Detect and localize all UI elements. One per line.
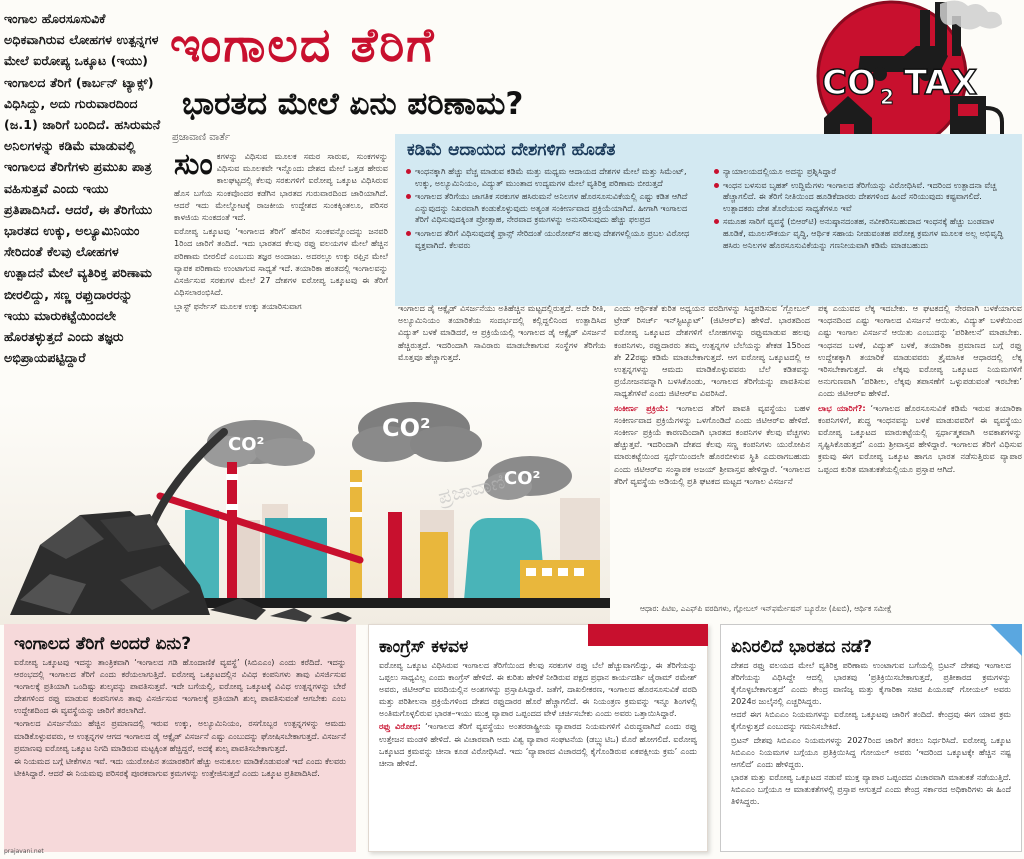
article-c3b: ಇಂಗಾಲದ ತೆರಿಗೆ ಪಾವತಿ ವ್ಯವಸ್ಥೆಯು ಬಹಳ ಸಂಕೀರ್ಣವಾದ ಪ್ರಕ್ರಿಯೆಗಳನ್ನು ಒಳಗೊಂಡಿದೆ ಎಂದು ಜಿಟಿಆರ್‌ಐ ಹೇಳಿದೆ. ಸಂಕೀರ್ಣ ಪ್ರಕ್ರಿಯೆ ಕಾರಣದಿಂದಾಗಿ ಭಾರತದ ಕಂಪನಿಗಳ ಕೆಲವು ವೆಚ್ಚಗಳು ಹೆಚ್ಚುತ್ತವೆ. ಇದರಿಂದಾಗಿ ದೇಶದ ಕೆಲವು ಸಣ್ಣ ಕಂಪನಿಗಳು ಯುರೋಪಿನ ಮಾರುಕಟ್ಟೆಯಿಂದ ಸ್ಪರ್ಧೆಯಿಂದಲೇ ಹೊರಬೀಳುವ ಸ್ಥಿತಿ ಎದುರಾಗಬಹುದು ಎಂದು ಜಿಟಿಆರ್‌ಐ ಸಂಸ್ಥಾಪಕ ಅಜಯ್ ಶ್ರೀವಾಸ್ತವ ಹೇಳಿದ್ದಾರೆ. ‘ಇಂಗಾಲದ ತೆರಿಗೆ ವ್ಯವಸ್ಥೆಯ ಅಡಿಯಲ್ಲಿ ಪ್ರತಿ ಘಟಕದ ಮಟ್ಟದ ಇಂಗಾಲ ವಿಸರ್ಜನೆ (614, 402, 810, 486)
article-p1: ಕಗಳನ್ನು ವಿಧಿಸುವ ಮೂಲಕ ಸಮರ ಸಾರುವ, ಸುಂಕಗಳನ್ನು ವಿಧಿಸುವ ಮೂಲಕವೇ ಇನ್ನೊಂದು ದೇಶದ ಮೇಲೆ ಒತ್ತಡ ಹೇರುವ ಕಾಲಘಟ್ಟದಲ್ಲಿ ಕೆಲವು ಸರಕುಗಳಿಗೆ ಐರೋಪ್ಯ ಒಕ್ಕೂಟ ವಿಧಿಸಿರುವ ಹೊಸ ಬಗೆಯ ಸುಂಕವೊಂದರ ಕಡೆಗಿನ ಭಾರತದ ಗುರುವಾರದಿಂದ ಜಾರಿಯಾಗಿದೆ. ಆದರೆ ಇದು ಮೇಲ್ನೋಟಕ್ಕೆ ರಾಜಕೀಯ ಉದ್ದೇಶದ ಸುಂಕಕ್ಕಿಂತಲೂ, ಪರಿಸರ ಕಾಳಜಿಯ ಸುಂಕದಂತೆ ಇದೆ. (174, 151, 388, 223)
low-income-box-title: ಕಡಿಮೆ ಆದಾಯದ ದೇಶಗಳಿಗೆ ಹೊಡೆತ (407, 140, 616, 160)
subheadline: ಭಾರತದ ಮೇಲೆ ಏನು ಪರಿಣಾಮ? (182, 86, 524, 122)
smokestack-yellow (350, 470, 362, 600)
article-c3: ಎಂದು ಆರ್ಥಿಕತೆ ಕುರಿತ ಅಧ್ಯಯನ ವರದಿಗಳನ್ನು ಸಿದ್ಧಪಡಿಸುವ ‘ಗ್ಲೋಬಲ್ ಟ್ರೇಡ್ ರಿಸರ್ಚ್ ಇನ್‌ಸ್ಟಿಟ್ಯೂಟ್’ (ಜಿಟಿಆರ್‌ಐ) ಹೇಳಿದೆ. ಭಾರತದಿಂದ ಐರೋಪ್ಯ ಒಕ್ಕೂಟದ ದೇಶಗಳಿಗೆ ಲೋಹಗಳನ್ನು ರಫ್ತುಮಾಡುವ ಹಲವು ಕಂಪನಿಗಳು, ರಫ್ತುದಾರರು ತಮ್ಮ ಉತ್ಪನ್ನಗಳ ಬೆಲೆಯನ್ನು ಶೇಕಡ 15ರಿಂದ ಶೇ 22ರಷ್ಟು ಕಡಿಮೆ ಮಾಡಬೇಕಾಗುತ್ತದೆ. ಆಗ ಐರೋಪ್ಯ ಒಕ್ಕೂಟದಲ್ಲಿ ಆ ಉತ್ಪನ್ನಗಳನ್ನು ಆಮದು ಮಾಡಿಕೊಳ್ಳುವವರು ಬೆಲೆ ಕಡಿತವನ್ನು ಪ್ರಯೋಜನವನ್ನಾಗಿ ಬಳಸಿಕೊಂಡು, ಇಂಗಾಲದ ತೆರಿಗೆಯನ್ನು ಪಾವತಿಸುವ ಸಾಧ್ಯತೆಗಳಿವೆ ಎಂದು ಜಿಟಿಆರ್‌ಐ ವಿವರಿಸಿದೆ. (614, 303, 810, 399)
india-move-panel (720, 624, 1022, 852)
list-item: ಸಮೂಹ ಸಾರಿಗೆ ವ್ಯವಸ್ಥೆ (ಬಿಆರ್‌ಟಿ) ಅನುಷ್ಠಾನದಂತಹ, ನವೀಕರಿಸಬಹುದಾದ ಇಂಧನಕ್ಕೆ ಹೆಚ್ಚು ಬಂಡವಾಳ ಹೂಡಿಕೆ, ಮೂಲಸೌಕರ್ಯ ವೃದ್ಧಿ, ಆರ್ಥಿಕ ಸಹಾಯ ನೀಡುವಂತಹ ಪರೋಕ್ಷ ಕ್ರಮಗಳ ಮೂಲಕ ಅಲ್ಲ ಅಭಿವೃದ್ಧಿ ಹಸಿರು ಅನಿಲಗಳ ಹೊರಸೂಸುವಿಕೆಯನ್ನು ಗಣನೀಯವಾಗಿ ಕಡಿಮೆ ಮಾಡಬಹುದು (713, 216, 1013, 251)
smokestack-red-2 (388, 512, 402, 600)
panel-paragraph: ಈ ನಿಯಮದ ಬಗ್ಗೆ ಟೀಕೆಗಳೂ ಇವೆ. ಇದು ಯುರೋಪಿನ ತಯಾರಕರಿಗೆ ಹೆಚ್ಚು ಅನುಕೂಲ ಮಾಡಿಕೊಡುವಂತೆ ಇದೆ ಎಂದು ಕೆಲವರು ಟೀಕಿಸಿದ್ದಾರೆ. ಆದರೆ ಈ ನಿಯಮವು ಪರಿಸರಕ್ಕೆ ಪೂರಕವಾಗುವ ಕ್ರಮಗಳನ್ನು ಉತ್ತೇಜಿಸುತ್ತದೆ ಎಂದು ಒಕ್ಕೂಟ ಪ್ರತಿಪಾದಿಸಿದೆ. (14, 755, 346, 778)
panel-paragraph: ‘ಇಂಗಾಲದ ತೆರಿಗೆ ವ್ಯವಸ್ಥೆಯು ಅಂತರರಾಷ್ಟ್ರೀಯ ವ್ಯಾಪಾರದ ನಿಯಮಗಳಿಗೆ ವಿರುದ್ಧವಾಗಿದೆ ಎಂದು ರಫ್ತು ಉತ್ತೇಜನ ಮಂಡಳಿ ಹೇಳಿದೆ. ಈ ವಿಚಾರವಾಗಿ ಅದು ವಿಶ್ವ ವ್ಯಾಪಾರ ಸಂಘಟನೆಯ (ಡಬ್ಲ್ಯುಟಿಒ) ಮೊರೆ ಹೋಗಲಿದೆ. ಐರೋಪ್ಯ ಒಕ್ಕೂಟದ ಕ್ರಮವನ್ನು ಚೀನಾ ಕೂಡ ವಿರೋಧಿಸಿದೆ. ಇದು ‘ವ್ಯಾಪಾರದ ವಿಚಾರದಲ್ಲಿ ಕೈಗೊಂಡಿರುವ ಏಕಪಕ್ಷೀಯ ಕ್ರಮ’ ಎಂದು ಚೀನಾ ಹೇಳಿದೆ. (379, 721, 697, 768)
article-column-4 (818, 302, 1022, 598)
panel-paragraph: ಐರೋಪ್ಯ ಒಕ್ಕೂಟ ವಿಧಿಸಿರುವ ಇಂಗಾಲದ ತೆರಿಗೆಯಿಂದ ಕೆಲವು ಸರಕುಗಳ ರಫ್ತು ಬೆಲೆ ಹೆಚ್ಚುವಾಗಲಿದ್ದು, ಈ ತೆರಿಗೆಯನ್ನು ಒಪ್ಪಲು ಸಾಧ್ಯವಿಲ್ಲ ಎಂದು ಕಾಂಗ್ರೆಸ್ ಹೇಳಿದೆ. ಈ ಕುರಿತು ಹೇಳಿಕೆ ನೀಡಿರುವ ಪಕ್ಷದ ಪ್ರಧಾನ ಕಾರ್ಯದರ್ಶಿ ಜೈರಾಮ್ ರಮೇಶ್ ಅವರು, ಜಿಟಿಆರ್‌ಐ ವರದಿಯಲ್ಲಿನ ಅಂಶಗಳನ್ನು ಪ್ರಸ್ತಾಪಿಸಿದ್ದಾರೆ. ಜತೆಗೆ, ದಾಖಲೀಕರಣ, ಇಂಗಾಲದ ಹೊರಸೂಸುವಿಕೆ ವರದಿ ಮತ್ತು ಪರಿಶೀಲನಾ ಪ್ರಕ್ರಿಯೆಗಳಿಂದ ದೇಶದ ರಫ್ತುದಾರರ ಹೊರೆ ಹೆಚ್ಚಾಗಲಿದೆ. ಈ ನಿಯಂತ್ರಣ ಕ್ರಮವನ್ನು ಇನ್ನೂ ಶಿಂಗಳಲ್ಲಿ ಅಂತಿಮಗೊಳ್ಳಲಿರುವ ಭಾರತ–ಇಯು ಮುಕ್ತ ವ್ಯಾಪಾರ ಒಪ್ಪಂದದ ವೇಳೆ ಚರ್ಚಿಸಬೇಕು ಎಂದು ಅವರು ಒತ್ತಾಯಿಸಿದ್ದಾರೆ. (379, 660, 697, 719)
panel-text (731, 659, 1011, 807)
complex-process-label: ಸಂಕೀರ್ಣ ಪ್ರಕ್ರಿಯೆ: (614, 402, 669, 413)
headline: ಇಂಗಾಲದ ತೆರಿಗೆ (170, 18, 436, 73)
source-credit: ಆಧಾರ: ಪಿಟಿಐ, ಎಎಫ್‌ಪಿ ವರದಿಗಳು, ಗ್ಲೋಬಲ್ ಇನ್‌ಫರ್ಮೇಷನ್ ಬ್ಯೂರೋ (ಪಿಐಬಿ), ಆರ್ಥಿಕ ಸಮೀಕ್ಷೆ (640, 604, 892, 613)
badge-sub-text: 2 (880, 85, 894, 109)
panel-title: ಇಂಗಾಲದ ತೆರಿಗೆ ಅಂದರೆ ಏನು? (14, 634, 192, 654)
article-column-2 (398, 302, 606, 398)
congress-concern-panel (368, 624, 708, 852)
watermark: ಪ್ರಜಾವಾಣಿ (435, 469, 508, 509)
article-p2: ಐರೋಪ್ಯ ಒಕ್ಕೂಟವು ‘ಇಂಗಾಲದ ತೆರಿಗೆ’ ಹೆಸರಿನ ಸುಂಕವನ್ನೊಂದನ್ನು ಜನವರಿ 1ರಿಂದ ಜಾರಿಗೆ ತಂದಿದೆ. ಇದು ಭಾರತದ ಕೆಲವು ರಫ್ತು ವಲಯಗಳ ಮೇಲೆ ಹೆಚ್ಚಿನ ಪರಿಣಾಮ ಬೀರಲಿದೆ ಎಂಬುದು ತಜ್ಞರ ಅಂದಾಜು. ಅದರಲ್ಲೂ ಉಕ್ಕು ರಫ್ತಿನ ಮೇಲೆ ವ್ಯಾಪಕ ಪರಿಣಾಮ ಉಂಟಾಗುವ ಸಾಧ್ಯತೆ ಇದೆ. ತಯಾರಿಕಾ ಹಂತದಲ್ಲಿ ಇಂಗಾಲವನ್ನು ವಿಸರ್ಜಿಸುವ ಸರಕುಗಳ ಮೇಲೆ 27 ದೇಶಗಳ ಐರೋಪ್ಯ ಒಕ್ಕೂಟವು ಈ ತೆರಿಗೆ ವಿಧಿಸಲಾರಂಭಿಸಿದೆ. (174, 226, 388, 298)
co2-cloud-label-3: CO² (504, 468, 541, 489)
panel-paragraph: ಇಂಗಾಲದ ವಿಸರ್ಜನೆಯು ಹೆಚ್ಚಿನ ಪ್ರಮಾಣದಲ್ಲಿ ಇರುವ ಉಕ್ಕು, ಅಲ್ಯೂಮಿನಿಯಂ, ರಸಗೊಬ್ಬರ ಉತ್ಪನ್ನಗಳನ್ನು ಆಮದು ಮಾಡಿಕೊಳ್ಳುವವರು, ಆ ಉತ್ಪನ್ನಗಳ ಆಗದ ಇಂಗಾಲದ ಡೈ ಆಕ್ಸೈಡ್ ವಿಸರ್ಜನೆ ಎಷ್ಟು ಎಂಬುದನ್ನು ಘೋಷಿಸಬೇಕಾಗುತ್ತದೆ. ವಿಸರ್ಜನೆ ಪ್ರಮಾಣವು ಐರೋಪ್ಯ ಒಕ್ಕೂಟ ನಿಗದಿ ಮಾಡಿರುವ ಮಟ್ಟಕ್ಕಿಂತ ಹೆಚ್ಚಿದ್ದರೆ, ಅದಕ್ಕೆ ಶುಲ್ಕ ಪಾವತಿಸಬೇಕಾಗುತ್ತದೆ. (14, 718, 346, 753)
co2-cloud-label-1: CO² (228, 434, 265, 455)
intro-text: ಇಂಗಾಲ ಹೊರಸೂಸುವಿಕೆ ಅಧಿಕವಾಗಿರುವ ಲೋಹಗಳ ಉತ್ಪನ್ನಗಳ ಮೇಲೆ ಐರೋಪ್ಯ ಒಕ್ಕೂಟ (ಇಯು) ಇಂಗಾಲದ ತೆರಿಗೆ (ಕಾರ್ಬನ್ ಟ್ಯಾಕ್ಸ್) ವಿಧಿಸಿದ್ದು, ಅದು ಗುರುವಾರದಿಂದ (ಜ.1) ಜಾರಿಗೆ ಬಂದಿದೆ. ಹಸಿರುಮನೆ ಅನಿಲಗಳನ್ನು ಕಡಿಮೆ ಮಾಡುವಲ್ಲಿ ಇಂಗಾಲದ ತೆರಿಗೆಗಳು ಪ್ರಮುಖ ಪಾತ್ರ ವಹಿಸುತ್ತವೆ ಎಂದು ಇಯು ಪ್ರತಿಪಾದಿಸಿದೆ. ಆದರೆ, ಈ ತೆರಿಗೆಯು ಭಾರತದ ಉಕ್ಕು, ಅಲ್ಯೂಮಿನಿಯಂ ಸೇರಿದಂತೆ ಕೆಲವು ಲೋಹಗಳ ಉತ್ಪಾದನೆ ಮೇಲೆ ವ್ಯತಿರಿಕ್ತ ಪರಿಣಾಮ ಬೀರಲಿದ್ದು, ಸಣ್ಣ ರಫ್ತುದಾರರನ್ನು ಇಯು ಮಾರುಕಟ್ಟೆಯಿಂದಲೇ ಹೊರತಳ್ಳುತ್ತದೆ ಎಂದು ತಜ್ಞರು ಅಭಿಪ್ರಾಯಪಟ್ಟಿದ್ದಾರೆ (4, 11, 161, 366)
panel-text (14, 656, 346, 779)
dropcap: ಸುಂ (174, 150, 213, 182)
factory-illustration (0, 400, 610, 625)
list-item: ನ್ಯಾಯಾಲಯದಲ್ಲಿಯೂ ಅದನ್ನು ಪ್ರಶ್ನಿಸಿದ್ದಾರೆ (713, 166, 1013, 178)
list-item: ಇಂಧನಕ್ಕಾಗಿ ಹೆಚ್ಚು ವೆಚ್ಚ ಮಾಡುವ ಕಡಿಮೆ ಮತ್ತು ಮಧ್ಯಮ ಆದಾಯದ ದೇಶಗಳ ಮೇಲೆ ಮತ್ತು ಸಿಮೆಂಟ್, ಉಕ್ಕು, ಅಲ್ಯೂಮಿನಿಯಂ, ವಿದ್ಯುತ್ ಮುಂತಾದ ಉದ್ಯಮಗಳ ಮೇಲೆ ವ್ಯತಿರಿಕ್ತ ಪರಿಣಾಮ ಬೀರುತ್ತದೆ (405, 166, 703, 189)
article-c4b: ‘ಇಂಗಾಲದ ಹೊರಸೂಸುವಿಕೆ ಕಡಿಮೆ ಇರುವ ತಯಾರಿಕಾ ಕಂಪನಿಗಳಿಗೆ, ಶುದ್ಧ ಇಂಧನವನ್ನು ಬಳಕೆ ಮಾಡುವವರಿಗೆ ಈ ವ್ಯವಸ್ಥೆಯು ಐರೋಪ್ಯ ಒಕ್ಕೂಟದ ಮಾರುಕಟ್ಟೆಯಲ್ಲಿ ಸ್ಪರ್ಧಾತ್ಮಕವಾಗಿ ಅವಕಾಶಗಳನ್ನು ಸೃಷ್ಟಿಸಿಕೊಡುತ್ತದೆ’ ಎಂದು ಶ್ರೀವಾಸ್ತವ ಹೇಳಿದ್ದಾರೆ. ಇಂಗಾಲದ ತೆರಿಗೆ ವಿಧಿಸುವ ಕ್ರಮವು ಈಗ ಐರೋಪ್ಯ ಒಕ್ಕೂಟ ಹಾಗೂ ಭಾರತ ನಡೆಸುತ್ತಿರುವ ವ್ಯಾಪಾರ ಒಪ್ಪಂದ ಕುರಿತ ಮಾತುಕತೆಯಲ್ಲಿಯೂ ಪ್ರಸ್ತಾಪ ಆಗಿದೆ. (818, 402, 1022, 474)
export-opposition-label: ರಫ್ತು ವಿರೋಧ: (379, 721, 421, 732)
low-income-list-right (713, 166, 1013, 253)
byline: ಪ್ರಜಾವಾಣಿ ವಾರ್ತೆ (172, 132, 231, 143)
panel-text (379, 659, 697, 769)
article-column-1 (174, 150, 388, 390)
accent-bar (588, 624, 708, 646)
panel-paragraph: ಐರೋಪ್ಯ ಒಕ್ಕೂಟವು ಇದನ್ನು ತಾಂತ್ರಿಕವಾಗಿ ‘ಇಂಗಾಲದ ಗಡಿ ಹೊಂದಾಣಿಕೆ ವ್ಯವಸ್ಥೆ’ (ಸಿಬಿಎಎಂ) ಎಂದು ಕರೆದಿದೆ. ಇದನ್ನು ಆರಂಭದಲ್ಲಿ ಇಂಗಾಲದ ತೆರಿಗೆ ಎಂದು ಕರೆಯಲಾಗುತ್ತಿದೆ. ಐರೋಪ್ಯ ಒಕ್ಕೂಟದಲ್ಲಿನ ವಿವಿಧ ಕಂಪನಿಗಳು ತಾವು ವಿಸರ್ಜಿಸುವ ಇಂಗಾಲಕ್ಕೆ ಪ್ರತಿಯಾಗಿ ಒಂದಿಷ್ಟು ಶುಲ್ಕವನ್ನು ಪಾವತಿಸುತ್ತವೆ. ಇದೇ ಬಗೆಯಲ್ಲಿ, ಐರೋಪ್ಯ ಒಕ್ಕೂಟಕ್ಕೆ ವಿವಿಧ ಉತ್ಪನ್ನಗಳನ್ನು ಬೇರೆ ದೇಶಗಳಿಂದ ರಫ್ತು ಮಾಡುವ ಕಂಪನಿಗಳೂ ತಾವು ವಿಸರ್ಜಿಸುವ ಇಂಗಾಲಕ್ಕೆ ಪ್ರತಿಯಾಗಿ ಶುಲ್ಕ ಪಾವತಿಸುವಂತೆ ಆಗಬೇಕು ಎಂಬ ಉದ್ದೇಶದಿಂದ ಈ ವ್ಯವಸ್ಥೆಯನ್ನು ಜಾರಿಗೆ ತರಲಾಗಿದೆ. (14, 657, 346, 716)
panel-title: ಏನಿರಲಿದೆ ಭಾರತದ ನಡೆ? (731, 637, 873, 657)
corner-accent (990, 624, 1022, 656)
low-income-list-left (405, 166, 703, 253)
article-column-3 (614, 302, 810, 598)
industry-illustration (0, 400, 610, 625)
article-c2: ಇಂಗಾಲದ ಡೈ ಆಕ್ಸೈಡ್ ವಿಸರ್ಜನೆಯು ಅತಿಹೆಚ್ಚಿನ ಮಟ್ಟದಲ್ಲಿರುತ್ತದೆ. ಅದೇ ರೀತಿ, ಅಲ್ಯೂಮಿನಿಯಂ ತಯಾರಿಕೆಯ ಸಂದರ್ಭದಲ್ಲಿ ಕಲ್ಲಿದ್ದಲಿನಿಂದ ಉತ್ಪಾದಿಸಿದ ವಿದ್ಯುತ್ ಬಳಕೆ ಮಾಡಿದರೆ, ಆ ಪ್ರಕ್ರಿಯೆಯಲ್ಲಿ ಇಂಗಾಲದ ಡೈ ಆಕ್ಸೈಡ್ ವಿಸರ್ಜನೆ ಹೆಚ್ಚಿರುತ್ತದೆ. ಇದರಿಂದಾಗಿ ಸಾವಿರಾರು ಮಾಡಬೇಕಾಗುವ ಸಂಸ್ಥೆಗಳ ತೆರಿಗೆಯ ಮೊತ್ತವೂ ಹೆಚ್ಚಾಗುತ್ತದೆ. (398, 303, 606, 362)
list-item: ಇಂಗಾಲದ ತೆರಿಗೆ ವಿಧಿಸುವುದಕ್ಕೆ ಫ್ರಾನ್ಸ್ ಸೇರಿದಂತೆ ಯುರೋಪ್‌ನ ಹಲವು ದೇಶಗಳಲ್ಲಿಯೂ ಪ್ರಬಲ ವಿರೋಧ ವ್ಯಕ್ತವಾಗಿದೆ. ಕೆಲವರು (405, 228, 703, 251)
badge-co-text: CO (822, 63, 876, 103)
what-is-carbon-tax-panel (4, 624, 356, 852)
panel-paragraph: ದೇಶದ ರಫ್ತು ವಲಯದ ಮೇಲೆ ವ್ಯತಿರಿಕ್ತ ಪರಿಣಾಮ ಉಂಟಾಗುವ ಬಗೆಯಲ್ಲಿ ಬ್ರಿಟನ್ ದೇಶವು ಇಂಗಾಲದ ತೆರಿಗೆಯನ್ನು ವಿಧಿಸಿದ್ದೇ ಆದಲ್ಲಿ ಭಾರತವು ‘ಪ್ರತಿಕ್ರಿಯಿಸಬೇಕಾಗುತ್ತದೆ, ಪ್ರತೀಕಾರದ ಕ್ರಮಗಳನ್ನು ಕೈಗೊಳ್ಳಬೇಕಾಗುತ್ತದೆ’ ಎಂದು ಕೇಂದ್ರ ವಾಣಿಜ್ಯ ಮತ್ತು ಕೈಗಾರಿಕಾ ಸಚಿವ ಪಿಯೂಷ್ ಗೋಯಲ್ ಅವರು 2024ರ ಜುಲೈನಲ್ಲಿ ಎಚ್ಚರಿಸಿದ್ದರು. (731, 660, 1011, 707)
who-benefits-label: ಲಾಭ ಯಾರಿಗೆ?: (818, 402, 866, 413)
list-item: ಇಂಗಾಲದ ತೆರಿಗೆಯು ಜಾಗತಿಕ ಸರಕುಗಳ ಹಸಿರುಮನೆ ಅನಿಲಗಳ ಹೊರಸೂಸುವಿಕೆಯಲ್ಲಿ ಎಷ್ಟು ಕಡಿತ ಆಗಿದೆ ಎನ್ನುವುದನ್ನು ನಿಖರವಾಗಿ ಕಂಡುಕೊಳ್ಳುವುದು ಅತ್ಯಂತ ಸಂಕೀರ್ಣವಾದ ಪ್ರಕ್ರಿಯೆಯಾಗಿದೆ. ಹೀಗಾಗಿ ಇಂಗಾಲದ ತೆರಿಗೆ ವಿಧಿಸುವುದಕ್ಕಿಂತ ಪ್ರೋತ್ಸಾಹ, ನೇರವಾದ ಕ್ರಮಗಳನ್ನು ಅನುಸರಿಸುವುದು ಹೆಚ್ಚು ಫಲಪ್ರದ (405, 191, 703, 226)
panel-paragraph: ಭಾರತ ಮತ್ತು ಐರೋಪ್ಯ ಒಕ್ಕೂಟದ ನಡುವೆ ಮುಕ್ತ ವ್ಯಾಪಾರ ಒಪ್ಪಂದದ ವಿಚಾರವಾಗಿ ಮಾತುಕತೆ ನಡೆಯುತ್ತಿದೆ. ಸಿಬಿಎಎಂ ಬಗ್ಗೆಯೂ ಆ ಮಾತುಕತೆಗಳಲ್ಲಿ ಪ್ರಸ್ತಾಪ ಆಗುತ್ತದೆ ಎಂದು ಕೇಂದ್ರ ಸರ್ಕಾರದ ಅಧಿಕಾರಿಗಳು ಈ ಹಿಂದೆ ತಿಳಿಸಿದ್ದರು. (731, 771, 1011, 807)
co2-cloud-label-2: CO² (382, 414, 431, 442)
panel-paragraph: ಬ್ರಿಟನ್ ದೇಶವು ಸಿಬಿಎಎಂ ನಿಯಮಗಳನ್ನು 2027ರಿಂದ ಜಾರಿಗೆ ತರಲು ನಿರ್ಧರಿಸಿದೆ. ಐರೋಪ್ಯ ಒಕ್ಕೂಟ ಸಿಬಿಎಎಂ ನಿಯಮಗಳ ಬಗ್ಗೆಯೂ ಪ್ರತಿಕ್ರಿಯಿಸಿದ್ದ ಗೋಯಲ್ ಅವರು ‘ಇದರಿಂದ ಒಕ್ಕೂಟಕ್ಕೇ ಹೆಚ್ಚಿನ ನಷ್ಟ ಆಗಲಿದೆ’ ಎಂದು ಹೇಳಿದ್ದರು. (731, 734, 1011, 769)
footer-tag: prajavani.net (4, 848, 44, 855)
low-income-box (395, 134, 1022, 306)
panel-title: ಕಾಂಗ್ರೆಸ್ ಕಳವಳ (379, 637, 469, 657)
smokestack-red (227, 462, 237, 600)
list-item: ಇಂಧನ ಬಳಸುವ ಬೃಹತ್ ಉದ್ದಿಮೆಗಳು ಇಂಗಾಲದ ತೆರಿಗೆಯನ್ನು ವಿರೋಧಿಸಿವೆ. ಇದರಿಂದ ಉತ್ಪಾದನಾ ವೆಚ್ಚ ಹೆಚ್ಚಾಗಲಿದೆ. ಈ ತೆರಿಗೆ ನೀತಿಯಿಂದ ಹೂಡಿಕೆದಾರರು ದೇಶಗಳಿಂದ ಹಿಂದೆ ಸರಿಯುವುದು ಕಷ್ಟವಾಗಲಿದೆ. ಉತ್ಪಾದಕರು ದೇಶ ತೊರೆಯುವ ಸಾಧ್ಯತೆಗಳೂ ಇವೆ (713, 180, 1013, 215)
article-c4: ಪಕ್ಕ ಎಯುವದ ಲೆಕ್ಕ ಇದಬೇಕು. ಆ ಘಟಕದಲ್ಲಿ ನೇರವಾಗಿ ಬಳಕೆಯಾಗುವ ಇಂಧನದಿಂದ ಎಷ್ಟು ಇಂಗಾಲದ ವಿಸರ್ಜನೆ ಆಯಿತು, ವಿದ್ಯುತ್ ಬಳಕೆಯಿಂದ ಎಷ್ಟು ಇಂಗಾಲ ವಿಸರ್ಜನೆ ಆಯಿತು ಎಂಬುದನ್ನು ‘ಪರಿಶೀಲನೆ’ ಮಾಡಬೇಕು. ಇಂಧನದ ಬಳಕೆ, ವಿದ್ಯುತ್ ಬಳಕೆ, ತಯಾರಿಕಾ ಪ್ರಮಾಣದ ಬಗ್ಗೆ ರಫ್ತು ಉದ್ದೇಶಕ್ಕಾಗಿ ತಯಾರಿಕೆ ಮಾಡುವವರು ತ್ರೈಮಾಸಿಕ ಆಧಾರದಲ್ಲಿ ಲೆಕ್ಕ ಇರಿಸಬೇಕಾಗುತ್ತದೆ. ಈ ಲೆಕ್ಕವು ಐರೋಪ್ಯ ಒಕ್ಕೂಟದ ನಿಯಮಗಳಿಗೆ ಅನುಗುಣವಾಗಿ ‘ಪರಿಶೀಲ, ಲೆಕ್ಕವು ತಪಾಸಣೆಗೆ ಒಳ್ಳುಪಡುವಂತೆ ಇರಬೇಕು’ ಎಂದು ಜಿಟಿಆರ್‌ಐ ಹೇಳಿದೆ. (818, 303, 1022, 399)
panel-paragraph: ಆದರೆ ಈಗ ಸಿಬಿಎಎಂ ನಿಯಮಗಳನ್ನು ಐರೋಪ್ಯ ಒಕ್ಕೂಟವು ಜಾರಿಗೆ ತಂದಿದೆ. ಕೇಂದ್ರವು ಈಗ ಯಾವ ಕ್ರಮ ಕೈಗೊಳ್ಳುತ್ತದೆ ಎಂಬುದನ್ನು ಗಮನಿಸಬೇಕಿದೆ. (731, 709, 1011, 732)
badge-tax-text: TAX (904, 63, 978, 103)
article-p3: ಬ್ಲಾಸ್ಟ್ ಫರ್ನೇಸ್ ಮೂಲಕ ಉಕ್ಕು ತಯಾರಿಸುವಾಗ (174, 301, 302, 312)
factory-building-yellow (520, 560, 600, 600)
